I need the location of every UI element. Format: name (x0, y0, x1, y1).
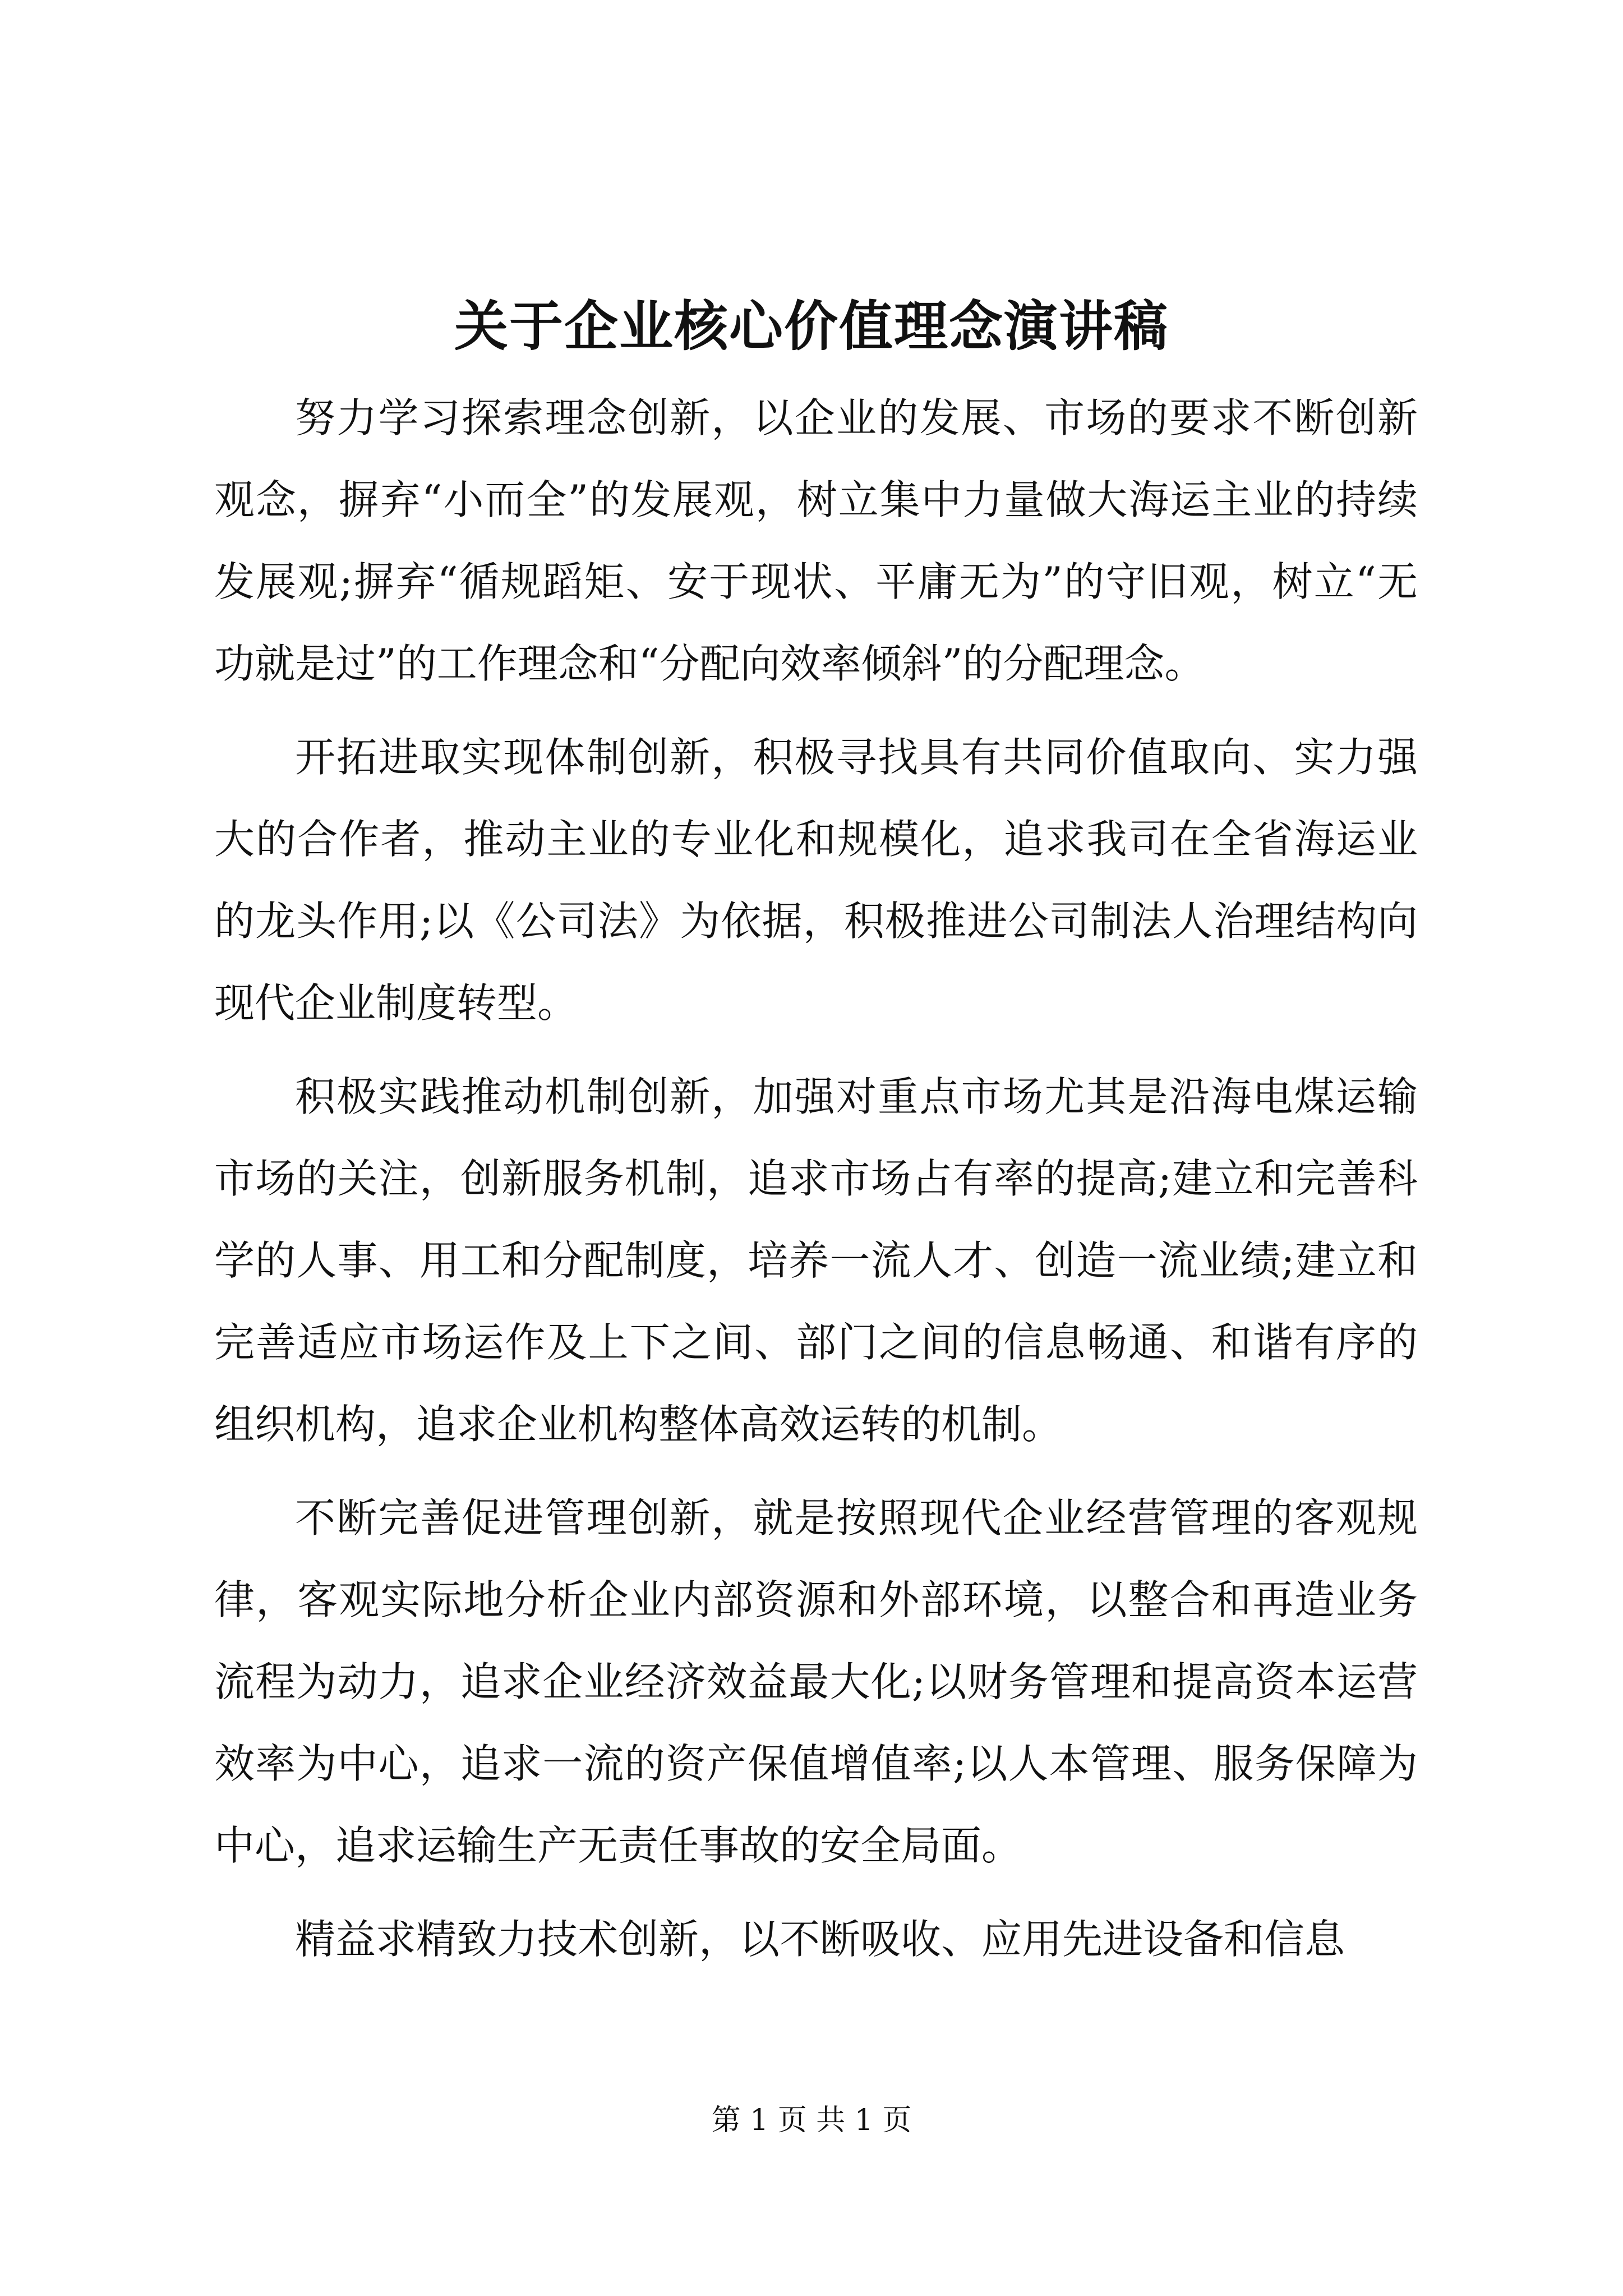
paragraph: 不断完善促进管理创新，就是按照现代企业经营管理的客观规律，客观实际地分析企业内部资源和外部环境，以整合和再造业务流程为动力，追求企业经济效益最大化;以财务管理和提高资本运营效率为中心，追求一流的资产保值增值率;以人本管理、服务保障为中心，追求运输生产无责任事故的安全局面。 (214, 1494, 1418, 1869)
paragraph: 努力学习探索理念创新，以企业的发展、市场的要求不断创新观念，摒弃“小而全”的发展观，树立集中力量做大海运主业的持续发展观;摒弃“循规蹈矩、安于现状、平庸无为”的守旧观，树立“无功就是过”的工作理念和“分配向效率倾斜”的分配理念。 (214, 394, 1418, 687)
document-title: 关于企业核心价值理念演讲稿 (454, 295, 1169, 358)
paragraph: 精益求精致力技术创新，以不断吸收、应用先进设备和信息 (295, 1916, 1345, 1963)
page-footer: 第 1 页 共 1 页 (711, 2104, 912, 2137)
paragraph: 积极实践推动机制创新，加强对重点市场尤其是沿海电煤运输市场的关注，创新服务机制，追求市场占有率的提高;建立和完善科学的人事、用工和分配制度，培养一流人才、创造一流业绩;建立和完善适应市场运作及上下之间、部门之间的信息畅通、和谐有序的组织机构，追求企业机构整体高效运转的机制。 (214, 1073, 1418, 1448)
paragraph: 开拓进取实现体制创新，积极寻找具有共同价值取向、实力强大的合作者，推动主业的专业化和规模化，追求我司在全省海运业的龙头作用;以《公司法》为依据，积极推进公司制法人治理结构向现代企业制度转型。 (214, 734, 1418, 1027)
document-body (214, 377, 1418, 1992)
